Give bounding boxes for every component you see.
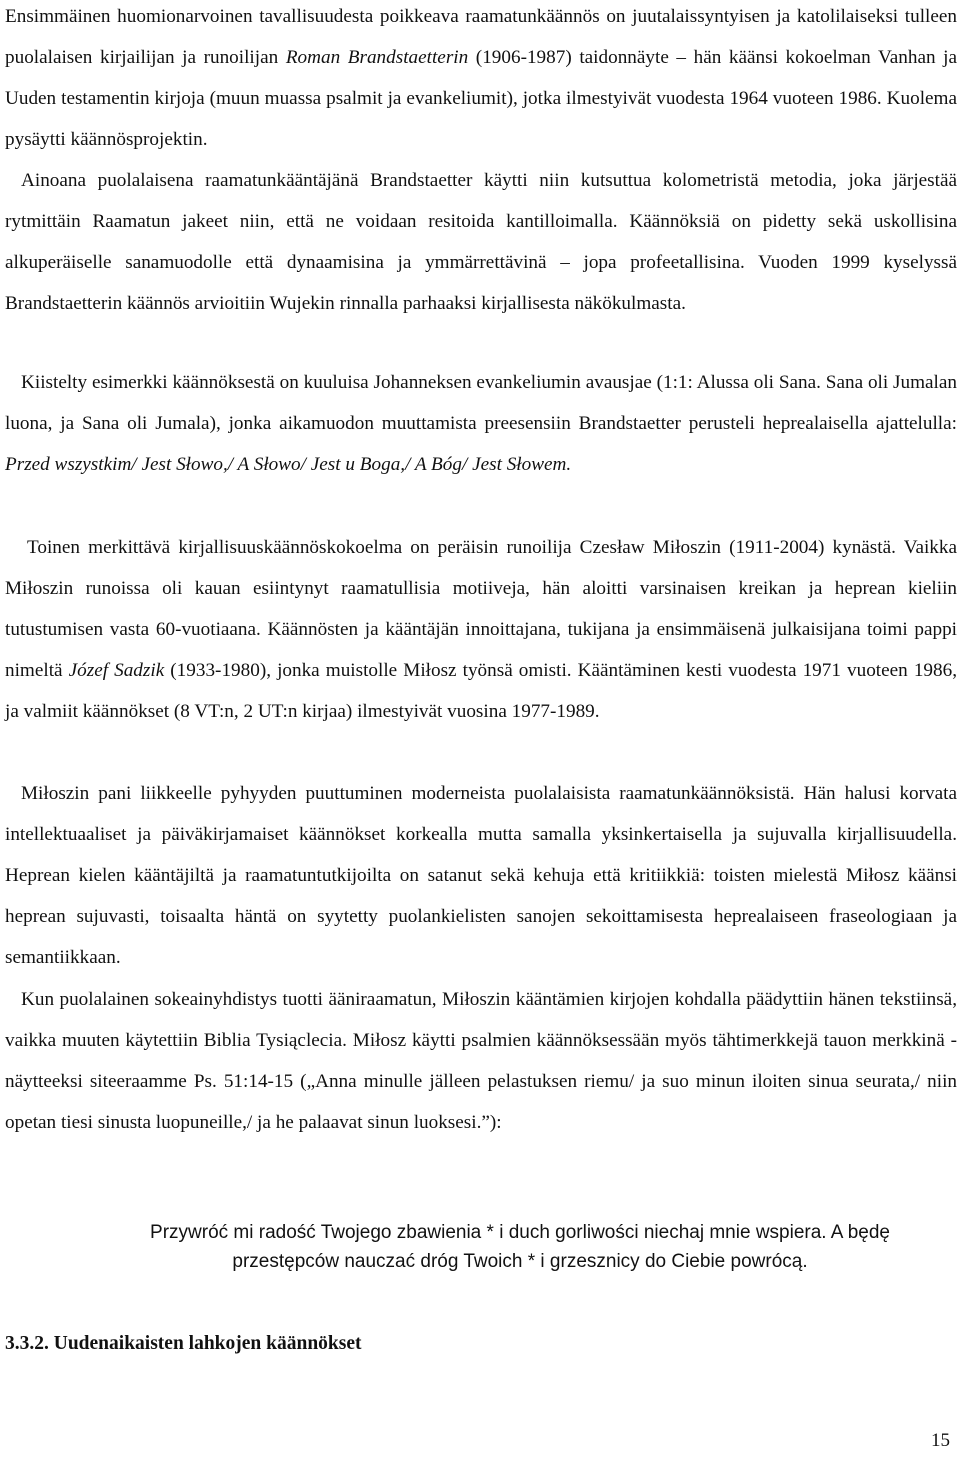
psalm-quote [80,1218,960,1276]
paragraph-john-example: Kiistelty esimerkki käännöksestä on kuuluisa Johanneksen evankeliumin avausjae (1:1: Alussa oli Sana. Sana oli Jumalan luona, ja Sana oli Jumala), jonka aikamuodon muuttamista preesensiin Brandstaetter perusteli heprealaisella ajattelulla: Przed wszystkim/ Jest Słowo,/ A Słowo/ Jest u Boga,/ A Bóg/ Jest Słowem. [5,372,957,475]
paragraph-milosz-collection: Toinen merkittävä kirjallisuuskäännöskokoelma on peräisin runoilija Czesław Miłoszin (1911-2004) kynästä. Vaikka Miłoszin runoissa oli kauan esiintynyt raamatullisia motiiveja, hän aloitti varsinaisen kreikan ja heprean kieliin tutustumisen vasta 60-vuotiaana. Käännösten ja kääntäjän innoittajana, tukijana ja ensimmäisenä julkaisijana toimi pappi nimeltä Józef Sadzik (1933-1980), jonka muistolle Miłosz työnsä omisti. Kääntäminen kesti vuodesta 1971 vuoteen 1986, ja valmiit käännökset (8 VT:n, 2 UT:n kirjaa) ilmestyivät vuosina 1977-1989. [5,537,958,722]
psalm-quote-line: przestępców nauczać dróg Twoich * i grzesznicy do Ciebie powrócą. [232,1251,808,1272]
section-heading: 3.3.2. Uudenaikaisten lahkojen käännökset [5,1333,362,1354]
psalm-quote-line: Przywróć mi radość Twojego zbawienia * i duch gorliwości niechaj mnie wspiera. A będę [150,1222,890,1243]
paragraph-kolometric-method: Ainoana puolalaisena raamatunkääntäjänä Brandstaetter käytti niin kutsuttua kolometristä metodia, joka järjestää rytmittäin Raamatun jakeet niin, että ne voidaan resitoida kantilloimalla. Käännöksiä on pidetty sekä uskollisina alkuperäiselle sanamuodolle että dynaamisina ja ymmärrettävinä – jopa profeetallisina. Vuoden 1999 kyselyssä Brandstaetterin käännös arvioitiin Wujekin rinnalla parhaaksi kirjallisesta näkökulmasta. [5,170,957,314]
paragraph-brandstaetter-intro: Ensimmäinen huomionarvoinen tavallisuudesta poikkeava raamatunkäännös on juutalaissyntyisen ja katolilaiseksi tulleen puolalaisen kirjailijan ja runoilijan Roman Brandstaetterin (1906-1987) taidonnäyte – hän käänsi kokoelman Vanhan ja Uuden testamentin kirjoja (muun muassa psalmit ja evankeliumit), jotka ilmestyivät vuodesta 1964 vuoteen 1986. Kuolema pysäytti käännösprojektin. [5,6,958,150]
paragraph-milosz-motivation: Miłoszin pani liikkeelle pyhyyden puuttuminen moderneista puolalaisista raamatunkäännöksistä. Hän halusi korvata intellektuaaliset ja päiväkirjamaiset käännökset korkealla mutta samalla yksinkertaisella ja sujuvalla kirjallisuudella. Heprean kielen kääntäjiltä ja raamatuntutkijoilta on satanut sekä kehuja että kritiikkiä: toisten mielestä Miłosz käänsi heprean sujuvasti, toisaalta häntä on syytetty puolankielisten sanojen sekoittamisesta heprealaiseen fraseologiaan ja semantiikkaan. [5,783,957,968]
page-number: 15 [931,1430,950,1451]
paragraph-audio-bible: Kun puolalainen sokeainyhdistys tuotti ääniraamatun, Miłoszin kääntämien kirjojen kohdalla päädyttiin hänen tekstiinsä, vaikka muuten käytettiin Biblia Tysiąclecia. Miłosz käytti psalmien käännöksessään myös tähtimerkkejä tauon merkkinä - näytteeksi siteeraamme Ps. 51:14-15 („Anna minulle jälleen pelastuksen riemu/ ja suo minun iloiten sinua seurata,/ niin opetan tiesi sinusta luopuneille,/ ja he palaavat sinun luoksesi.”): [5,989,957,1133]
